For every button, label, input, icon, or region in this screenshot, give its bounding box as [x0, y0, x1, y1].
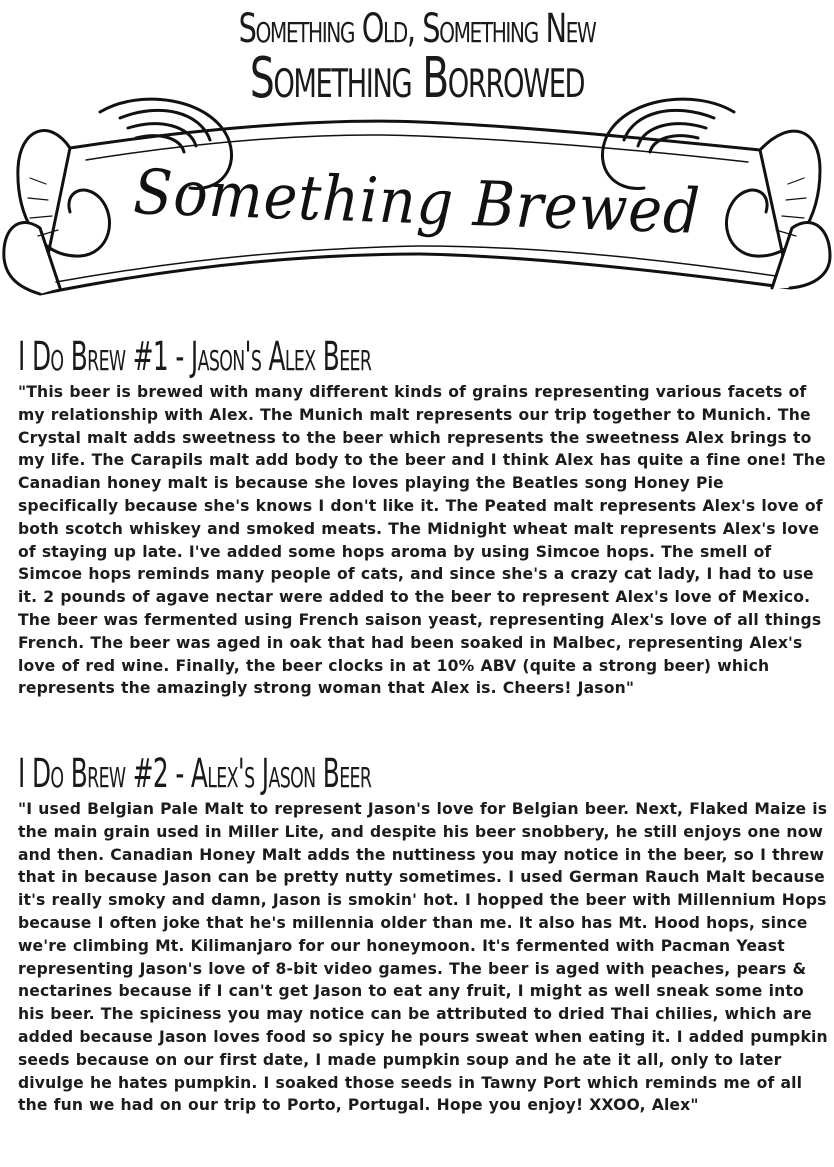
section-title: I Do Brew #2 - Alex's Jason Beer [18, 751, 372, 797]
header-line-borrowed: Something Borrowed [249, 46, 585, 111]
section-jasons-alex-beer [18, 335, 828, 700]
header-line-old-new: Something Old, Something New [238, 6, 596, 52]
section-body: "This beer is brewed with many different kinds of grains representing various facets of my relationship with Alex. The Munich malt represents our trip together to Munich. The Crystal malt adds sweetness to the beer which represents the sweetness Alex brings to my life. The Carapils malt add body to the beer and I think Alex has quite a fine one! The Canadian honey malt is because she loves playing the Beatles song Honey Pie specifically because she's knows I don't like it. The Peated malt represents Alex's love of both scotch whiskey and smoked meats. The Midnight wheat malt represents Alex's love of staying up late. I've added some hops aroma by using Simcoe hops. The smell of Simcoe hops reminds many people of cats, and since she's a crazy cat lady, I had to use it. 2 pounds of agave nectar were added to the beer to represent Alex's love of Mexico. The beer was fermented using French saison yeast, representing Alex's love of all things French. The beer was aged in oak that had been soaked in Malbec, representing Alex's love of red wine. Finally, the beer clocks in at 10% ABV (quite a strong beer) which represents the amazingly strong woman that Alex is. Cheers! Jason" [18, 383, 826, 698]
page-header [0, 0, 834, 330]
section-body: "I used Belgian Pale Malt to represent Jason's love for Belgian beer. Next, Flaked Maize is the main grain used in Miller Lite, and despite his beer snobbery, he still enjoys one now and then. Canadian Honey Malt adds the nuttiness you may notice in the beer, so I threw that in because Jason can be pretty nutty sometimes. I used German Rauch Malt because it's really smoky and damn, Jason is smokin' hot. I hopped the beer with Millennium Hops because I often joke that he's millennia older than me. It also has Mt. Hood hops, since we're climbing Mt. Kilimanjaro for our honeymoon. It's fermented with Pacman Yeast representing Jason's love of 8-bit video games. The beer is aged with peaches, pears & nectarines because if I can't get Jason to eat any fruit, I might as well sneak some into his beer. The spiciness you may notice can be attributed to dried Thai chilies, which are added because Jason loves food so spicy he pours sweat when eating it. I added pumpkin seeds because on our first date, I made pumpkin soup and he ate it all, only to later divulge he hates pumpkin. I soaked those seeds in Tawny Port which reminds me of all the fun we had on our trip to Porto, Portugal. Hope you enjoy! XXOO, Alex" [18, 800, 828, 1115]
banner-script-title: Something Brewed [132, 155, 702, 248]
section-title: I Do Brew #1 - Jason's Alex Beer [18, 334, 372, 380]
section-alexs-jason-beer [18, 752, 828, 1117]
